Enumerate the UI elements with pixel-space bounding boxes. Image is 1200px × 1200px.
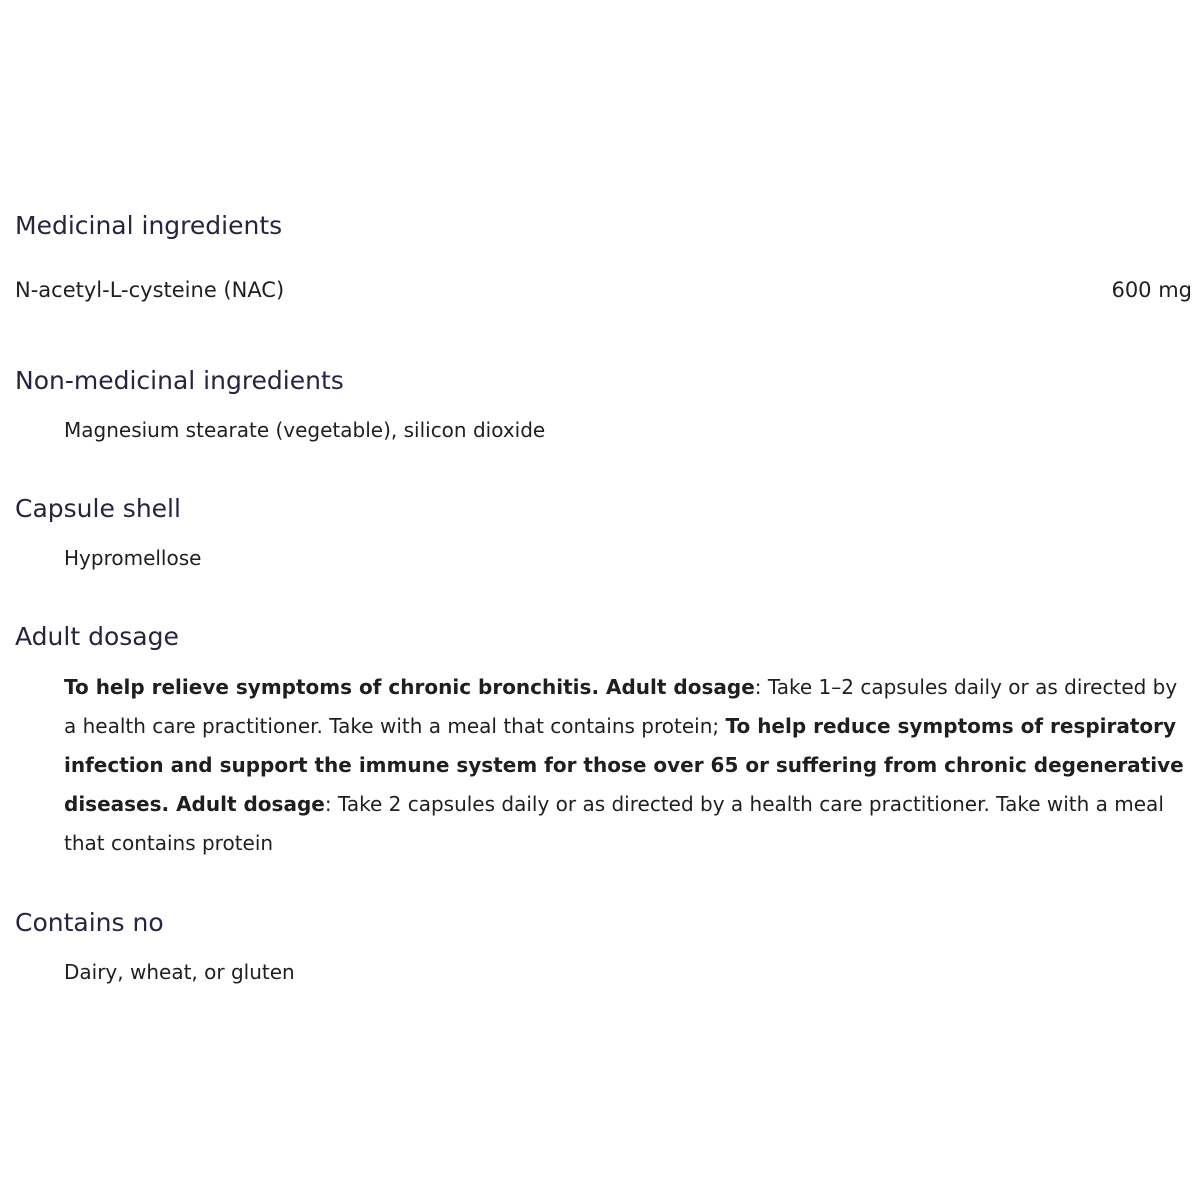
ingredient-name: N-acetyl-L-cysteine (NAC) xyxy=(15,278,285,302)
dosage-indication-respiratory: To help reduce symptoms of respiratory infection and support the immune system for those over 65 or suffering from chronic degenerative diseases. Adult dosage xyxy=(64,714,1184,816)
contains-no-text: Dairy, wheat, or gluten xyxy=(64,960,295,984)
medicinal-ingredient-row xyxy=(15,276,1192,304)
ingredient-amount: 600 mg xyxy=(1111,278,1192,302)
capsule-shell-text: Hypromellose xyxy=(64,546,202,570)
adult-dosage-text xyxy=(64,668,1186,863)
dosage-indication-bronchitis: To help relieve symptoms of chronic bronchitis. Adult dosage xyxy=(64,675,755,699)
contains-no-heading: Contains no xyxy=(15,908,164,937)
dosage-directions-respiratory: : Take 2 capsules daily or as directed by a health care practitioner. Take with a meal that contains protein xyxy=(64,792,1164,855)
non-medicinal-ingredients-text: Magnesium stearate (vegetable), silicon dioxide xyxy=(64,418,546,442)
capsule-shell-heading: Capsule shell xyxy=(15,494,181,523)
dosage-directions-bronchitis: : Take 1–2 capsules daily or as directed by a health care practitioner. Take with a meal that contains protein; xyxy=(64,675,1178,738)
adult-dosage-heading: Adult dosage xyxy=(15,622,179,651)
medicinal-ingredients-heading: Medicinal ingredients xyxy=(15,211,283,240)
non-medicinal-ingredients-heading: Non-medicinal ingredients xyxy=(15,366,344,395)
